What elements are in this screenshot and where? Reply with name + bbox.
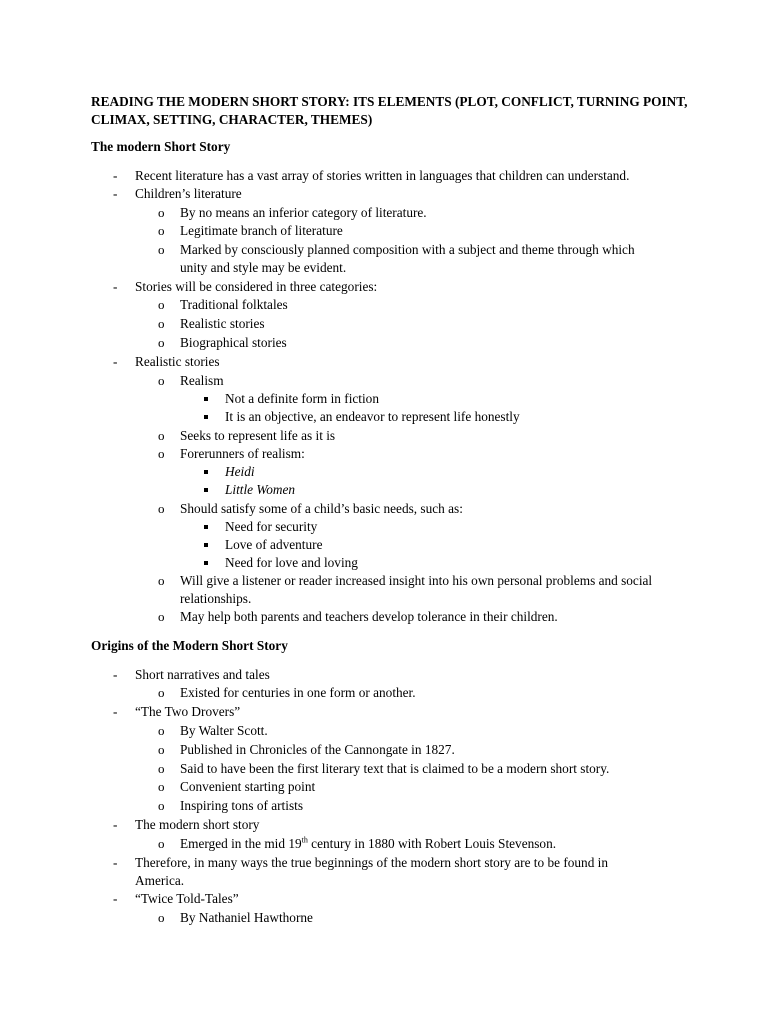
dash-bullet: - [113,279,118,294]
list-item: “The Two Drovers” [135,704,241,719]
list-item: Marked by consciously planned composition with a subject and theme through which [180,242,635,257]
document-title: READING THE MODERN SHORT STORY: ITS ELEMENTS (PLOT, CONFLICT, TURNING POINT, CLIMAX, SETTING, CHARACTER, THEMES) [91,94,688,127]
circle-bullet: o [158,910,165,925]
circle-bullet: o [158,316,165,331]
list-item: Convenient starting point [180,779,316,794]
circle-bullet: o [158,836,165,851]
dash-bullet: - [113,168,118,183]
list-item: Stories will be considered in three categories: [135,279,378,294]
list-item: By no means an inferior category of literature. [180,205,427,220]
square-bullet [204,525,208,529]
circle-bullet: o [158,242,165,257]
dash-bullet: - [113,186,118,201]
section-heading-modern-short-story: The modern Short Story [91,139,231,154]
circle-bullet: o [158,573,165,588]
list-item: Short narratives and tales [135,667,270,682]
list-item: Forerunners of realism: [180,446,305,461]
list-item: May help both parents and teachers develop tolerance in their children. [180,609,558,624]
circle-bullet: o [158,761,165,776]
dash-bullet: - [113,667,118,682]
list-item: Published in Chronicles of the Cannongate in 1827. [180,742,455,757]
list-item: Not a definite form in fiction [225,391,379,406]
circle-bullet: o [158,428,165,443]
circle-bullet: o [158,446,165,461]
list-item: Existed for centuries in one form or another. [180,685,416,700]
circle-bullet: o [158,297,165,312]
circle-bullet: o [158,609,165,624]
list-item: Said to have been the first literary text that is claimed to be a modern short story. [180,761,610,776]
list-item: It is an objective, an endeavor to represent life honestly [225,409,520,424]
dash-bullet: - [113,855,118,870]
square-bullet [204,561,208,565]
list-item: Biographical stories [180,335,287,350]
list-item: Inspiring tons of artists [180,798,303,813]
list-item: Need for security [225,519,318,534]
list-item: Seeks to represent life as it is [180,428,336,443]
list-item-continuation: relationships. [180,591,252,606]
list-item: Will give a listener or reader increased insight into his own personal problems and social [180,573,653,588]
list-item: Love of adventure [225,537,323,552]
list-item: Children’s literature [135,186,242,201]
square-bullet [204,415,208,419]
list-item-text: Emerged in the mid 19 [180,836,302,851]
list-item: The modern short story [135,817,260,832]
dash-bullet: - [113,817,118,832]
circle-bullet: o [158,205,165,220]
list-item-text: century in 1880 with Robert Louis Stevenson. [307,836,557,851]
circle-bullet: o [158,723,165,738]
list-item: Realistic stories [180,316,265,331]
circle-bullet: o [158,779,165,794]
list-item: By Walter Scott. [180,723,268,738]
circle-bullet: o [158,798,165,813]
list-item-italic: Heidi [225,464,255,479]
square-bullet [204,488,208,492]
list-item: “Twice Told-Tales” [135,891,239,906]
square-bullet [204,397,208,401]
circle-bullet: o [158,223,165,238]
list-item: Recent literature has a vast array of stories written in languages that children can understand. [135,168,630,183]
list-item: Therefore, in many ways the true beginnings of the modern short story are to be found in [135,855,609,870]
list-item: By Nathaniel Hawthorne [180,910,313,925]
list-item: Need for love and loving [225,555,358,570]
square-bullet [204,543,208,547]
list-item: Realism [180,373,224,388]
list-item-continuation: unity and style may be evident. [180,260,347,275]
dash-bullet: - [113,891,118,906]
circle-bullet: o [158,335,165,350]
circle-bullet: o [158,501,165,516]
circle-bullet: o [158,373,165,388]
list-item [180,835,556,853]
list-item: Traditional folktales [180,297,288,312]
list-item: Legitimate branch of literature [180,223,343,238]
list-item-italic: Little Women [225,482,296,497]
list-item-continuation: America. [135,873,185,888]
circle-bullet: o [158,742,165,757]
list-item: Realistic stories [135,354,220,369]
circle-bullet: o [158,685,165,700]
dash-bullet: - [113,704,118,719]
superscript: th [301,835,308,845]
section-heading-origins: Origins of the Modern Short Story [91,638,288,653]
square-bullet [204,470,208,474]
list-item: Should satisfy some of a child’s basic needs, such as: [180,501,463,516]
dash-bullet: - [113,354,118,369]
